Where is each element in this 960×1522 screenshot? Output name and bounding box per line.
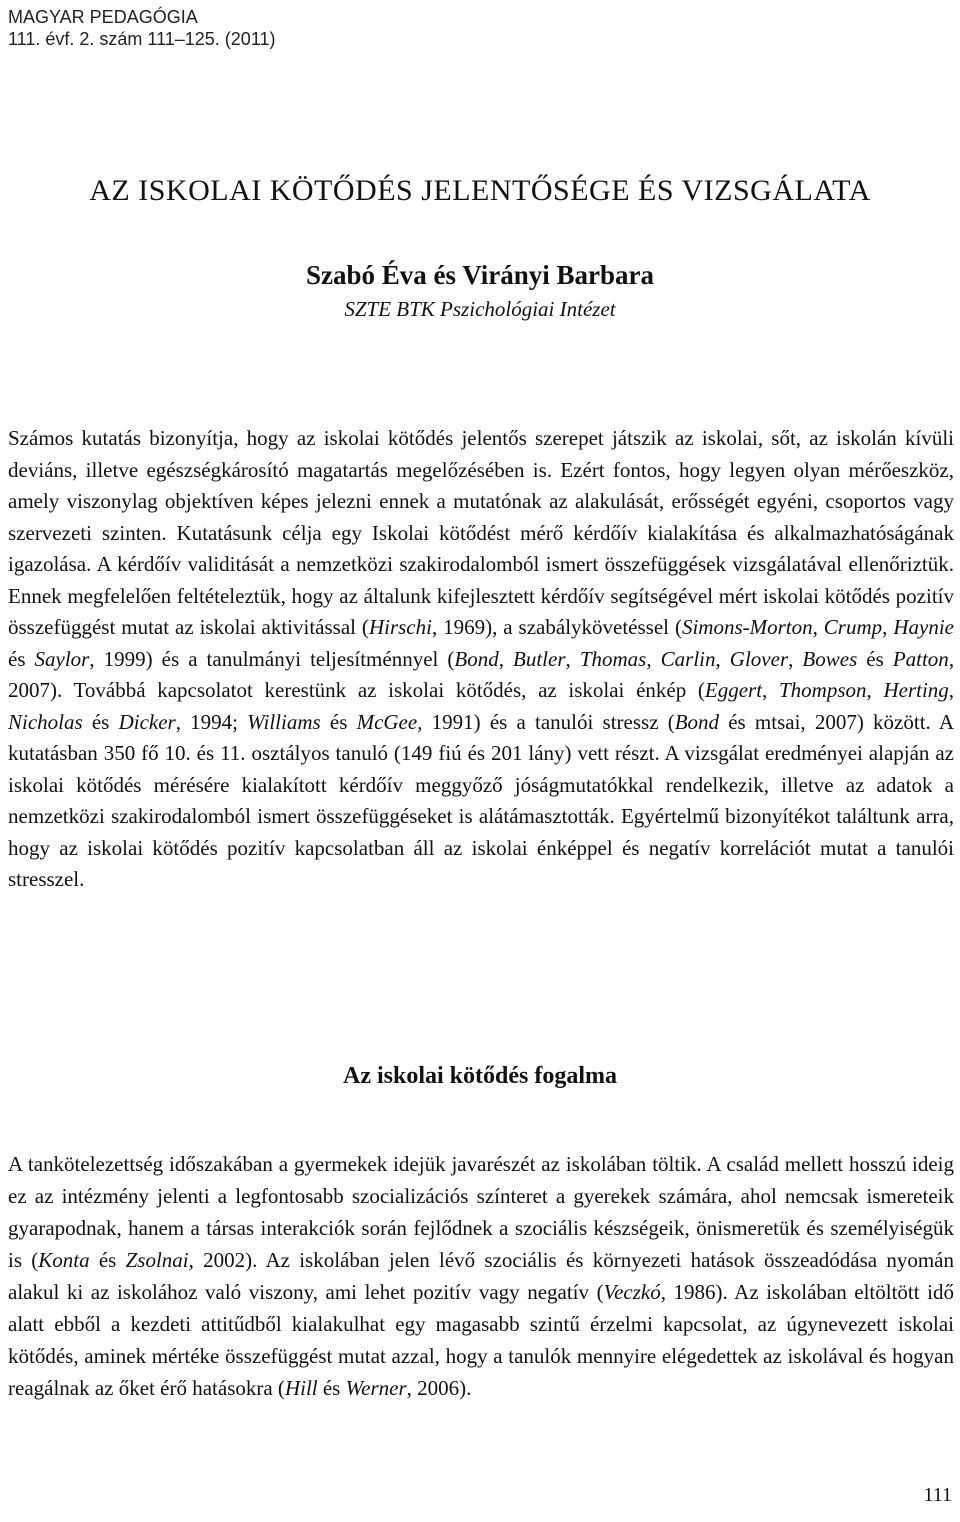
text-run: ,	[646, 646, 661, 671]
text-run: , 2007). Továbbá kapcsolatot kerestünk az iskolai kötődés, az iskolai énkép (	[8, 646, 955, 702]
page-number: 111	[923, 1484, 952, 1506]
text-run: Számos kutatás bizonyítja, hogy az iskolai kötődés jelentős szerepet játszik az iskolai, sőt, az iskolán kívüli deviáns, illetve egészségkárosító magatartás megelőzésében is. Ezért fontos, hogy legyen olyan mérőeszköz, amely viszonylag objektíven képes jelezni ennek a mutatónak az alakulását, erősségét egyéni, csoportos vagy szervezeti szinten. Kutatásunk célja egy Iskolai kötődést mérő kérdőív kialakítása és alkalmazhatóságának igazolása. A kérdőív validitását a nemzetközi szakirodalomból ismert összefüggések vizsgálatával ellenőriztük. Ennek megfelelően feltételeztük, hogy az általunk kifejlesztett kérdőív segítségével mért iskolai kötődés pozitív összefüggést mutat az iskolai aktivitással (	[8, 426, 954, 639]
citation-author: Veczkó	[603, 1280, 661, 1304]
text-run: ,	[715, 646, 730, 671]
citation-author: Bond	[674, 709, 720, 734]
citation-author: Zsolnai	[125, 1248, 189, 1272]
citation-author: Nicholas	[8, 709, 83, 734]
text-run: , 1991) és a tanulói stressz (	[417, 709, 675, 734]
text-run: és	[320, 709, 357, 734]
text-run: ,	[882, 615, 894, 639]
citation-author: Haynie	[893, 615, 954, 639]
text-run: és	[857, 646, 893, 671]
text-run: A tankötelezettség időszakában a gyermekek idejük javarészét az iskolában töltik. A család mellett hosszú ideig ez az intézmény jelenti a legfontosabb szocializációs színteret a gyerekek számára, ahol nemcsak ismereteik gyarapodnak, hanem a társas interakciók során fejlődnek a szociális készségeik, önismeretük és személyiségük is (	[8, 1152, 954, 1272]
citation-author: Herting	[883, 678, 949, 702]
citation-author: Hill	[284, 1376, 318, 1400]
text-run: ,	[866, 678, 884, 702]
text-run: és	[82, 709, 119, 734]
citation-author: Thompson	[778, 678, 867, 702]
citation-author: Patton	[892, 646, 949, 671]
citation-author: McGee	[356, 709, 418, 734]
citation-author: Crump	[823, 615, 883, 639]
author-affiliation: SZTE BTK Pszichológiai Intézet	[344, 297, 616, 321]
citation-author: Williams	[247, 709, 321, 734]
citation-author: Simons-Morton	[681, 615, 813, 639]
citation-author: Carlin	[660, 646, 716, 671]
journal-name: MAGYAR PEDAGÓGIA	[8, 7, 198, 27]
text-run: , 1994;	[175, 709, 248, 734]
citation-author: Werner	[345, 1376, 407, 1400]
text-run: ,	[565, 646, 580, 671]
citation-author: Glover	[729, 646, 789, 671]
text-run: , 2006).	[406, 1376, 472, 1400]
citation-author: Dicker	[118, 709, 176, 734]
citation-author: Hirschi	[368, 615, 432, 639]
text-run: ,	[948, 678, 955, 702]
citation-author: Bond	[454, 646, 499, 671]
text-run: ,	[498, 646, 514, 671]
text-run: ,	[762, 678, 779, 702]
citation-author: Saylor	[34, 646, 90, 671]
text-run: , 1999) és a tanulmányi teljesítménnyel (	[89, 646, 455, 671]
citation-author: Thomas	[579, 646, 647, 671]
article-authors: Szabó Éva és Virányi Barbara	[305, 260, 655, 290]
article-title: AZ ISKOLAI KÖTŐDÉS JELENTŐSÉGE ÉS VIZSGÁLATA	[89, 174, 871, 207]
text-run: ,	[788, 646, 803, 671]
section-heading: Az iskolai kötődés fogalma	[342, 1063, 617, 1089]
citation-author: Bowes	[802, 646, 858, 671]
citation-author: Konta	[38, 1248, 90, 1272]
text-run: és	[89, 1248, 126, 1272]
text-run: , 1986). Az iskolában eltöltött idő alatt ebből a kezdeti attitűdből kialakulhat egy magasabb szintű érzelmi kapcsolat, az úgynevezett iskolai kötődés, aminek mértéke összefüggést mutat azzal, hogy a tanulók mennyire elégedettek az iskolával és hogyan reagálnak az őket érő hatásokra (	[8, 1280, 954, 1400]
text-run: , 1969), a szabálykövetéssel (	[431, 615, 682, 639]
text-run: és	[317, 1376, 346, 1400]
journal-issue: 111. évf. 2. szám 111–125. (2011)	[8, 29, 276, 49]
text-run: és	[8, 646, 35, 671]
text-run: és mtsai, 2007) között. A kutatásban 350 fő 10. és 11. osztályos tanuló (149 fiú és 201 lány) vett részt. A vizsgálat eredményei alapján az iskolai kötődés mérésére kialakított kérdőív meggyőző jóságmutatókkal rendelkezik, illetve az adatok a nemzetközi szakirodalomból ismert összefüggéseket is alátámasztották. Egyértelmű bizonyítékot találtunk arra, hogy az iskolai kötődés pozitív kapcsolatban áll az iskolai énképpel és negatív korrelációt mutat a tanulói stresszel.	[8, 709, 954, 891]
abstract-paragraph	[8, 423, 954, 896]
text-run: ,	[812, 615, 824, 639]
citation-author: Butler	[513, 646, 566, 671]
journal-header	[8, 6, 276, 50]
text-run: , 2002). Az iskolában jelen lévő szociális és környezeti hatások összeadódása nyomán alakul ki az iskolához való viszony, ami lehet pozitív vagy negatív (	[8, 1248, 954, 1304]
body-paragraph	[8, 1148, 954, 1404]
citation-author: Eggert	[704, 678, 763, 702]
